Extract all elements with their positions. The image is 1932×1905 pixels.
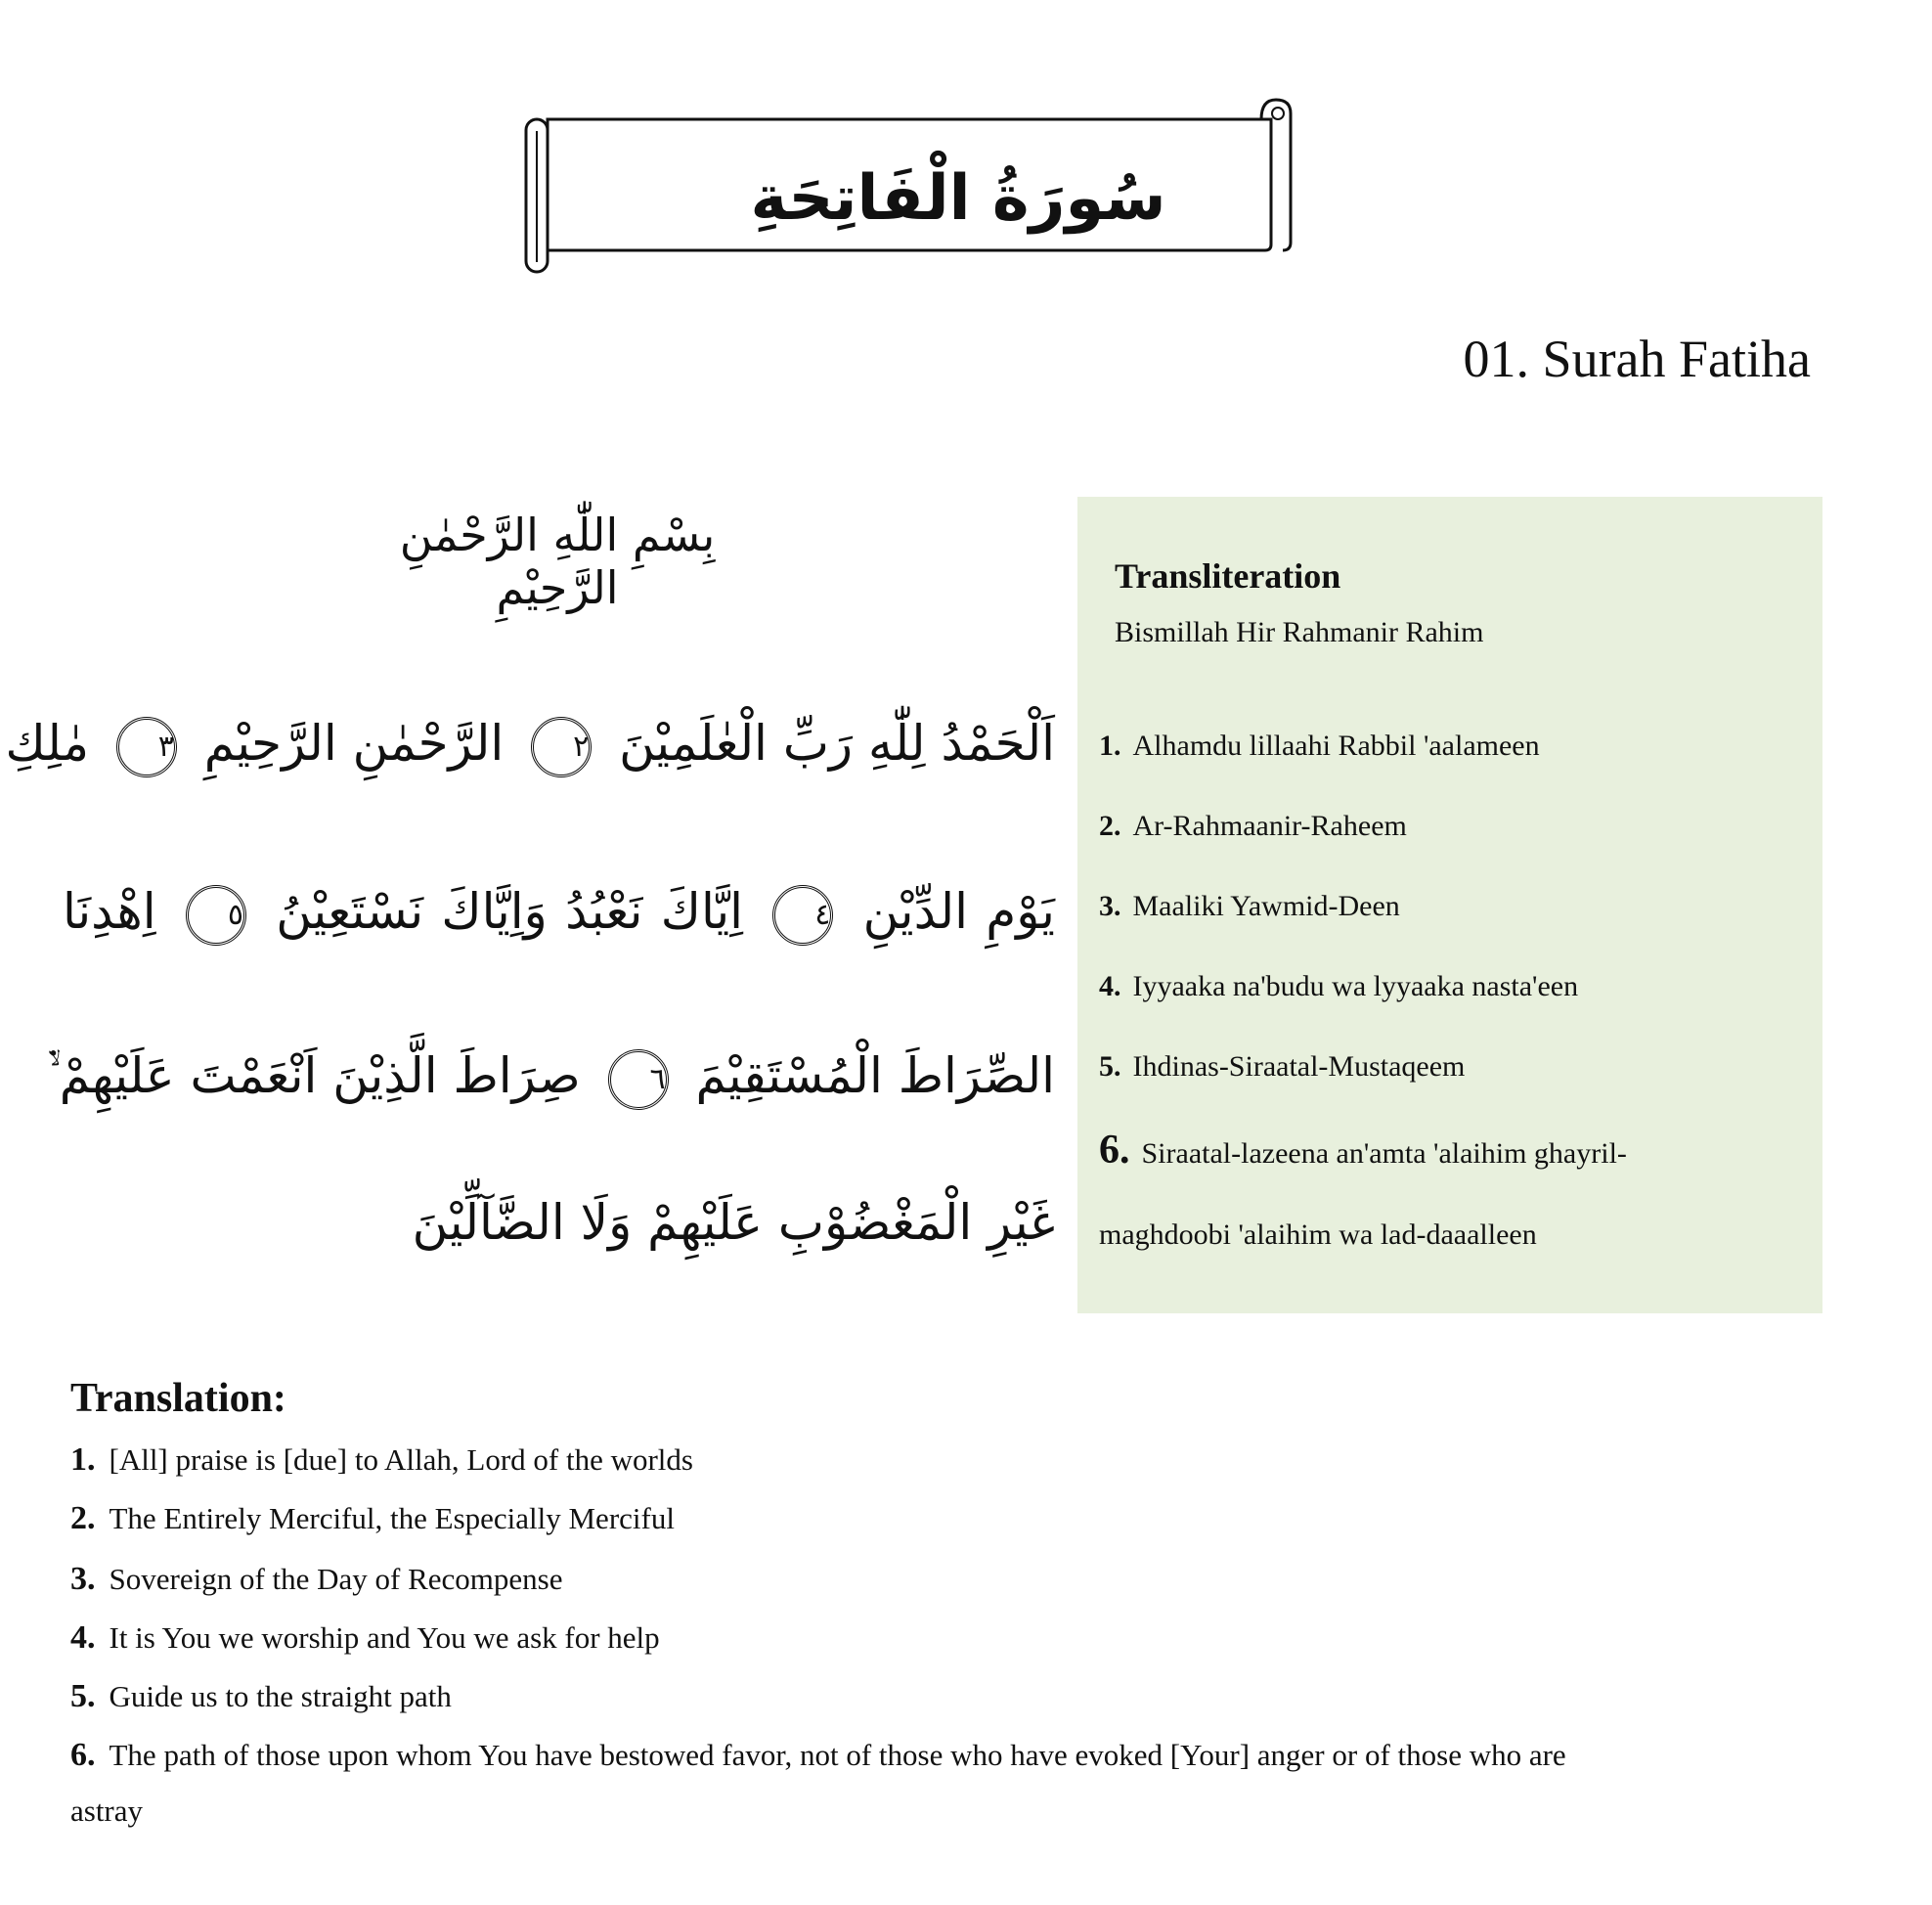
item-number: 3. [70, 1561, 96, 1597]
item-text: The Entirely Merciful, the Especially Merciful [109, 1501, 675, 1535]
translation-title: Translation: [70, 1376, 286, 1421]
arabic-text: غَيْرِ الْمَغْضُوْبِ عَلَيْهِمْ وَلَا الضَّآلِّيْنَ [412, 1194, 1055, 1251]
item-number: 1. [1099, 730, 1121, 762]
item-text: Siraatal-lazeena an'amta 'alaihim ghayril- [1141, 1137, 1627, 1170]
verse-marker: ٢ [531, 717, 592, 777]
transliteration-item [1099, 730, 1540, 763]
arabic-text: يَوْمِ الدِّيْنِ [862, 883, 1055, 940]
page-title: 01. Surah Fatiha [1463, 330, 1811, 388]
translation-item [70, 1441, 693, 1479]
surah-arabic-title: سُورَةُ الْفَاتِحَةِ [750, 162, 1166, 235]
arabic-text: اِيَّاكَ نَعْبُدُ وَاِيَّاكَ نَسْتَعِيْنُ [276, 883, 744, 940]
translation-item [70, 1678, 452, 1715]
item-text: It is You we worship and You we ask for help [109, 1620, 660, 1655]
transliteration-item [1099, 890, 1400, 923]
translation-item [70, 1500, 675, 1537]
arabic-text: الصِّرَاطَ الْمُسْتَقِيْمَ [695, 1047, 1055, 1104]
item-number: 3. [1099, 890, 1121, 922]
transliteration-panel [1077, 497, 1822, 1313]
arabic-line-2 [63, 872, 1055, 951]
item-text: The path of those upon whom You have bestowed favor, not of those who have evoked [Your] anger or of those who are [109, 1738, 1566, 1772]
item-text: [All] praise is [due] to Allah, Lord of the worlds [109, 1442, 693, 1477]
item-text: Alhamdu lillaahi Rabbil 'aalameen [1132, 730, 1540, 762]
transliteration-item [1099, 970, 1578, 1003]
verse-marker: ٥ [186, 885, 246, 946]
item-number: 6. [70, 1737, 96, 1773]
item-text: Maaliki Yawmid-Deen [1132, 890, 1400, 922]
translation-item [70, 1737, 1566, 1774]
transliteration-bismillah: Bismillah Hir Rahmanir Rahim [1115, 616, 1484, 648]
arabic-text: مٰلِكِ [5, 715, 89, 772]
verse-marker: ٦ [608, 1049, 669, 1110]
bismillah-arabic: بِسْمِ اللّٰهِ الرَّحْمٰنِ الرَّحِيْمِ [399, 509, 716, 614]
arabic-text: اَلْحَمْدُ لِلّٰهِ رَبِّ الْعٰلَمِيْنَ [619, 715, 1055, 772]
translation-continuation: astray [70, 1794, 144, 1828]
item-number: 5. [70, 1678, 96, 1714]
item-text: Ar-Rahmaanir-Raheem [1132, 810, 1407, 842]
arabic-text: اِهْدِنَا [63, 883, 156, 940]
translation-item [70, 1619, 660, 1657]
arabic-line-1 [5, 704, 1055, 782]
item-number: 1. [70, 1441, 96, 1478]
transliteration-continuation: maghdoobi 'alaihim wa lad-daaalleen [1099, 1218, 1537, 1251]
transliteration-item [1099, 810, 1407, 843]
item-number: 2. [1099, 810, 1121, 842]
arabic-line-4 [63, 1183, 1055, 1262]
arabic-line-3 [47, 1037, 1055, 1115]
item-number: 6. [1099, 1128, 1130, 1173]
item-number: 4. [1099, 970, 1121, 1002]
item-text: Sovereign of the Day of Recompense [109, 1562, 563, 1596]
item-text: Ihdinas-Siraatal-Mustaqeem [1132, 1050, 1466, 1083]
arabic-text: الرَّحْمٰنِ الرَّحِيْمِ [203, 715, 505, 772]
arabic-text: صِرَاطَ الَّذِيْنَ اَنْعَمْتَ عَلَيْهِمْ ۙ۬ [47, 1047, 581, 1104]
item-text: Iyyaaka na'budu wa lyyaaka nasta'een [1132, 970, 1579, 1002]
item-number: 5. [1099, 1050, 1121, 1083]
verse-marker: ٤ [772, 885, 833, 946]
item-number: 4. [70, 1619, 96, 1656]
item-number: 2. [70, 1500, 96, 1536]
transliteration-item [1099, 1050, 1465, 1084]
verse-marker: ٣ [116, 717, 177, 777]
translation-item [70, 1561, 563, 1598]
item-text: Guide us to the straight path [109, 1679, 452, 1713]
transliteration-item [1099, 1127, 1627, 1174]
transliteration-title: Transliteration [1115, 556, 1341, 596]
